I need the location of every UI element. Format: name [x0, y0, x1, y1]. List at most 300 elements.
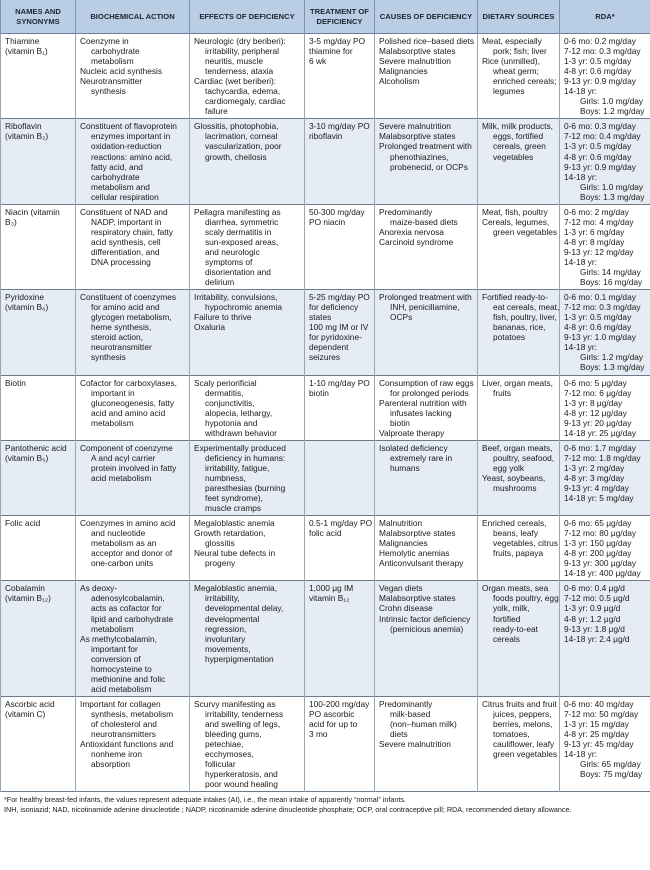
cell-line: Crohn disease	[379, 603, 433, 614]
cell-line: 14-18 yr:	[564, 749, 597, 760]
cell-line: 4-8 yr: 0.6 mg/day	[564, 322, 632, 333]
cell-causes	[375, 290, 478, 375]
cell-line: hyperpigmentation	[205, 653, 274, 664]
cell-action	[76, 119, 190, 204]
cell-treatment	[305, 516, 375, 581]
cell-line: 14-18 yr:	[564, 342, 597, 353]
cell-line: 9-13 yr: 4 mg/day	[564, 482, 629, 493]
cell-line: Consumption of raw eggs	[379, 377, 474, 388]
cell-line: Prolonged treatment with	[379, 141, 472, 152]
cell-action	[76, 34, 190, 119]
cell-line: probenecid, or OCPs	[390, 161, 468, 172]
cell-line: 9-13 yr: 300 μg/day	[564, 558, 637, 569]
cell-line: 4-8 yr: 200 μg/day	[564, 548, 632, 559]
cell-sources	[478, 696, 560, 791]
cell-line: Nucleic acid synthesis	[80, 66, 163, 77]
cell-line: Milk, milk products,	[482, 121, 553, 132]
cell-line: Thiamine	[5, 36, 40, 46]
cell-line: Cobalamin	[5, 583, 45, 594]
cell-line: bleeding gums,	[205, 729, 262, 740]
cell-line: Neural tube defects in	[194, 548, 276, 559]
cell-line: Coenzyme in	[80, 36, 129, 46]
cell-line: 4-8 yr: 0.6 mg/day	[564, 66, 632, 77]
cell-line: fortified	[493, 613, 521, 624]
cell-line: 0-6 mo: 65 μg/day	[564, 518, 632, 529]
cell-sources	[478, 516, 560, 581]
cell-causes	[375, 375, 478, 440]
cell-line: Predominantly	[379, 206, 433, 217]
cell-line: failure	[205, 106, 228, 117]
cell-line: 9-13 yr: 20 μg/day	[564, 417, 632, 428]
cell-line: ecchymoses,	[205, 749, 254, 760]
cell-line: glossitis	[205, 538, 235, 549]
cell-rda	[560, 375, 650, 440]
cell-line: Severe malnutrition	[379, 56, 451, 67]
cell-line: and neurologic	[205, 246, 260, 257]
cell-name	[1, 440, 76, 515]
cell-line: disorientation and	[205, 267, 271, 278]
cell-line: deficiency in humans:	[205, 452, 286, 463]
cell-line: metabolism	[91, 623, 134, 634]
cell-line: 14-18 yr: 400 μg/day	[564, 568, 641, 579]
cell-line: Boys: 75 mg/day	[580, 769, 643, 780]
cell-line: irritability, fatigue,	[205, 462, 270, 473]
cell-line: As deoxy-	[80, 583, 118, 594]
cell-line: 0-6 mo: 0.2 mg/day	[564, 36, 636, 46]
cell-line: 1-3 yr: 0.5 mg/day	[564, 56, 632, 67]
cell-line: Malignancies	[379, 66, 428, 77]
cell-line: 3 mo	[309, 729, 328, 740]
cell-line: 1-3 yr: 0.5 mg/day	[564, 312, 632, 323]
cell-line: 7-12 mo: 0.4 mg/day	[564, 131, 641, 142]
cell-line: Important for collagen	[80, 698, 161, 709]
cell-line: Cardiac (wet beriberi):	[194, 76, 277, 87]
cell-line: Severe malnutrition	[379, 739, 451, 750]
cell-line: Boys: 1.2 mg/day	[580, 106, 645, 117]
cell-line: Pellagra manifesting as	[194, 206, 281, 217]
cell-line: symptoms of	[205, 256, 253, 267]
cell-line: Boys: 1.3 mg/day	[580, 362, 645, 373]
cell-line: dependent	[309, 342, 349, 353]
cell-line: (vitamin B₂)	[5, 131, 49, 142]
cell-line: acts as cofactor for	[91, 603, 162, 614]
cell-line: foods poultry, egg	[493, 593, 559, 604]
cell-line: (pernicious anemia)	[390, 623, 464, 634]
cell-line: and swelling of legs,	[205, 719, 281, 729]
cell-line: Enriched cereals,	[482, 518, 547, 529]
cell-line: Coenzymes in amino acid	[80, 518, 176, 529]
cell-line: acid metabolism	[91, 683, 152, 694]
cell-line: 9-13 yr: 45 mg/day	[564, 739, 634, 750]
cell-line: conversion of	[91, 653, 141, 664]
table-row	[1, 516, 650, 581]
cell-line: for pyridoxine-	[309, 332, 362, 343]
header-causes: CAUSES OF DEFICIENCY	[375, 0, 478, 34]
cell-name	[1, 375, 76, 440]
cell-line: neuritis, muscle	[205, 56, 263, 67]
cell-line: Scurvy manifesting as	[194, 698, 276, 709]
cell-line: heme synthesis,	[91, 322, 152, 333]
cell-name	[1, 290, 76, 375]
cell-line: glycogen metabolism,	[91, 312, 172, 323]
cell-causes	[375, 440, 478, 515]
cell-line: (vitamin B₅)	[5, 452, 49, 463]
cell-line: cauliflower, leafy	[493, 739, 555, 750]
cell-line: carbohydrate	[91, 46, 140, 57]
cell-rda	[560, 516, 650, 581]
cell-line: Alcoholism	[379, 76, 420, 87]
cell-line: Malabsorptive states	[379, 528, 456, 539]
cell-treatment	[305, 204, 375, 289]
cell-line: Organ meats, sea	[482, 583, 549, 594]
cell-line: acceptor and donor of	[91, 548, 173, 559]
cell-line: important for	[91, 643, 138, 654]
cell-line: neurotransmitters	[91, 729, 156, 740]
cell-line: lacrimation, corneal	[205, 131, 278, 142]
cell-line: Folic acid	[5, 518, 41, 529]
cell-effects	[190, 34, 305, 119]
cell-line: reactions: amino acid,	[91, 151, 173, 162]
cell-line: Meat, especially	[482, 36, 542, 46]
cell-line: fatty acid, and	[91, 161, 143, 172]
cell-line: Malabsorptive states	[379, 593, 456, 604]
cell-line: Beef, organ meats,	[482, 442, 553, 453]
cell-line: gluconeogenesis, fatty	[91, 397, 175, 408]
header-treatment: TREATMENT OF DEFICIENCY	[305, 0, 375, 34]
cell-rda	[560, 119, 650, 204]
cell-line: berries, melons,	[493, 719, 553, 729]
cell-treatment	[305, 696, 375, 791]
cell-line: for prolonged periods	[390, 387, 469, 398]
cell-line: Anorexia nervosa	[379, 226, 444, 237]
cell-line: green vegetables	[493, 226, 558, 237]
cell-line: Megaloblastic anemia	[194, 518, 275, 529]
cell-line: 3-10 mg/day PO	[309, 121, 370, 132]
cell-line: Carcinoid syndrome	[379, 236, 454, 247]
cell-line: beans, leafy	[493, 528, 538, 539]
cell-causes	[375, 204, 478, 289]
cell-line: NADP, important in	[91, 216, 162, 227]
cell-effects	[190, 581, 305, 697]
table-row	[1, 440, 650, 515]
cell-sources	[478, 204, 560, 289]
cell-line: withdrawn behavior	[205, 427, 277, 438]
cell-line: biotin	[390, 417, 410, 428]
cell-line: 9-13 yr: 1.0 mg/day	[564, 332, 636, 343]
cell-line: respiratory chain, fatty	[91, 226, 174, 237]
cell-treatment	[305, 375, 375, 440]
cell-line: (non–human milk)	[390, 719, 457, 729]
cell-line: conjunctivitis,	[205, 397, 255, 408]
table-row	[1, 696, 650, 791]
cell-line: riboflavin	[309, 131, 343, 142]
cell-line: Polished rice–based diets	[379, 36, 475, 46]
cell-line: follicular	[205, 759, 236, 770]
cell-line: diarrhea, symmetric	[205, 216, 279, 227]
cell-line: B₃)	[5, 216, 17, 227]
cell-line: 1-3 yr: 2 mg/day	[564, 462, 625, 473]
cell-action	[76, 696, 190, 791]
cell-line: 0-6 mo: 40 mg/day	[564, 698, 634, 709]
cell-effects	[190, 119, 305, 204]
cell-line: egg yolk	[493, 462, 525, 473]
header-dietary-sources: DIETARY SOURCES	[478, 0, 560, 34]
cell-line: vascularization, poor	[205, 141, 282, 152]
cell-name	[1, 204, 76, 289]
cell-line: petechiae,	[205, 739, 244, 750]
cell-line: for amino acid and	[91, 302, 160, 313]
cell-line: Parenteral nutrition with	[379, 397, 467, 408]
cell-line: hypochromic anemia	[205, 302, 282, 313]
cell-effects	[190, 204, 305, 289]
footnote-abbreviations: INH, isoniazid; NAD, nicotinamide adenine dinucleotide ; NADP, nicotinamide adenine dinucleotide phosphate; OCP, oral contraceptive pill; RDA, recommended dietary allowance.	[4, 804, 572, 814]
cell-line: 14-18 yr: 5 mg/day	[564, 493, 634, 504]
cell-line: fruits	[493, 387, 512, 398]
cell-line: methionine and folic	[91, 673, 166, 684]
cell-line: infusates lacking	[390, 407, 452, 418]
cell-line: numbness,	[205, 472, 246, 483]
cell-line: movements,	[205, 643, 251, 654]
cell-line: Meat, fish, poultry	[482, 206, 548, 217]
cell-line: neurotransmitter	[91, 342, 152, 353]
cell-line: Malabsorptive states	[379, 131, 456, 142]
cell-line: 50-300 mg/day	[309, 206, 365, 217]
cell-line: 7-12 mo: 1.8 mg/day	[564, 452, 641, 463]
cell-line: states	[309, 312, 332, 323]
cell-line: 7-12 mo: 0.5 μg/d	[564, 593, 630, 604]
cell-line: Vegan diets	[379, 583, 423, 594]
cell-line: 1-3 yr: 0.5 mg/day	[564, 141, 632, 152]
cell-line: for deficiency	[309, 302, 359, 313]
table-row	[1, 581, 650, 697]
cell-line: folic acid	[309, 528, 342, 539]
cell-line: juices, peppers,	[493, 708, 552, 719]
cell-line: delirium	[205, 277, 235, 288]
cell-line: Prolonged treatment with	[379, 292, 472, 303]
cell-line: lipid and carbohydrate	[91, 613, 174, 624]
cell-line: Glossitis, photophobia,	[194, 121, 279, 132]
cell-line: paresthesias (burning	[205, 482, 286, 493]
cell-line: biotin	[309, 387, 329, 398]
cell-line: absorption	[91, 759, 130, 770]
cell-line: A and acyl carrier	[91, 452, 156, 463]
table-row	[1, 34, 650, 119]
cell-line: synthesis, metabolism	[91, 708, 174, 719]
cell-name	[1, 581, 76, 697]
cell-treatment	[305, 34, 375, 119]
cell-action	[76, 440, 190, 515]
cell-line: Growth retardation,	[194, 528, 266, 539]
cell-line: metabolism	[91, 56, 134, 67]
cell-line: (vitamin B₁₂)	[5, 593, 51, 604]
cell-line: Malnutrition	[379, 518, 423, 529]
cell-line: 4-8 yr: 12 μg/day	[564, 407, 627, 418]
cell-line: alopecia, lethargy,	[205, 407, 273, 418]
header-names: NAMES AND SYNONYMS	[1, 0, 76, 34]
cell-line: homocysteine to	[91, 663, 152, 674]
cell-line: Intrinsic factor deficiency	[379, 613, 471, 624]
cell-line: adenosylcobalamin,	[91, 593, 165, 604]
cell-line: 7-12 mo: 80 μg/day	[564, 528, 637, 539]
cell-rda	[560, 440, 650, 515]
cell-line: steroid action,	[91, 332, 143, 343]
cell-line: eat cereals, meat,	[493, 302, 560, 313]
cell-line: 4-8 yr: 1.2 μg/d	[564, 613, 621, 624]
table-row	[1, 204, 650, 289]
cell-line: tachycardia, edema,	[205, 86, 281, 97]
cell-line: dermatitis,	[205, 387, 244, 398]
cell-line: one-carbon units	[91, 558, 154, 569]
table-row	[1, 290, 650, 375]
cell-line: 3-5 mg/day PO	[309, 36, 366, 46]
cell-line: Hemolytic anemias	[379, 548, 450, 559]
cell-causes	[375, 516, 478, 581]
cell-line: 7-12 mo: 6 μg/day	[564, 387, 632, 398]
cell-line: PO niacin	[309, 216, 346, 227]
cell-line: poor wound healing	[205, 779, 278, 790]
cell-line: Constituent of NAD and	[80, 206, 168, 217]
cell-causes	[375, 34, 478, 119]
cell-line: 14-18 yr: 25 μg/day	[564, 427, 637, 438]
cell-line: pork; fish; liver	[493, 46, 547, 57]
cell-line: Girls: 65 mg/day	[580, 759, 641, 770]
cell-causes	[375, 581, 478, 697]
cell-line: 0-6 mo: 0.1 mg/day	[564, 292, 636, 303]
cell-line: Severe malnutrition	[379, 121, 451, 132]
cell-line: 4-8 yr: 3 mg/day	[564, 472, 625, 483]
cell-line: acid for up to	[309, 719, 358, 729]
cell-line: 4-8 yr: 8 mg/day	[564, 236, 625, 247]
cell-line: Constituent of flavoprotein	[80, 121, 177, 132]
cell-line: metabolism	[91, 417, 134, 428]
cell-line: Girls: 14 mg/day	[580, 267, 641, 278]
cell-line: synthesis	[91, 352, 126, 363]
cell-line: 0.5-1 mg/day PO	[309, 518, 373, 529]
cell-line: Megaloblastic anemia,	[194, 583, 278, 594]
cell-line: 14-18 yr:	[564, 171, 597, 182]
cell-line: humans	[390, 462, 420, 473]
cell-line: As methylcobalamin,	[80, 633, 157, 644]
cell-line: of cholesterol and	[91, 719, 157, 729]
cell-line: sun-exposed areas,	[205, 236, 279, 247]
cell-action	[76, 204, 190, 289]
cell-effects	[190, 375, 305, 440]
cell-effects	[190, 696, 305, 791]
cell-action	[76, 581, 190, 697]
cell-line: legumes	[493, 86, 525, 97]
cell-line: oxidation-reduction	[91, 141, 162, 152]
cell-line: 14-18 yr: 2.4 μg/d	[564, 633, 630, 644]
cell-line: 100-200 mg/day	[309, 698, 370, 709]
cell-line: 0-6 mo: 0.3 mg/day	[564, 121, 636, 132]
cell-line: potatoes	[493, 332, 526, 343]
cell-line: Liver, organ meats,	[482, 377, 553, 388]
table-header-row	[1, 0, 650, 34]
cell-line: enriched cereals;	[493, 76, 557, 87]
cell-line: 1-3 yr: 0.9 μg/d	[564, 603, 621, 614]
cell-line: involuntary	[205, 633, 246, 644]
cell-line: vegetables, citrus	[493, 538, 558, 549]
cell-line: thiamine for	[309, 46, 353, 57]
cell-line: OCPs	[390, 312, 413, 323]
cell-line: PO ascorbic	[309, 708, 355, 719]
cell-sources	[478, 34, 560, 119]
cell-line: cereals, green	[493, 141, 546, 152]
cell-rda	[560, 696, 650, 791]
cell-name	[1, 516, 76, 581]
cell-line: Antioxidant functions and	[80, 739, 174, 750]
cell-line: 1-3 yr: 150 μg/day	[564, 538, 632, 549]
cell-line: Scaly periorificial	[194, 377, 257, 388]
cell-line: important in	[91, 387, 135, 398]
cell-sources	[478, 581, 560, 697]
cell-line: seizures	[309, 352, 341, 363]
cell-name	[1, 696, 76, 791]
cell-treatment	[305, 581, 375, 697]
cell-line: 9-13 yr: 0.9 mg/day	[564, 76, 636, 87]
cell-effects	[190, 440, 305, 515]
cell-line: green vegetables	[493, 749, 558, 760]
cell-line: irritability,	[205, 593, 240, 604]
cell-rda	[560, 204, 650, 289]
cell-line: Rice (unmilled),	[482, 56, 540, 67]
cell-line: extremely rare in	[390, 452, 453, 463]
cell-name	[1, 119, 76, 204]
cell-line: Girls: 1.0 mg/day	[580, 96, 644, 107]
cell-line: nonheme iron	[91, 749, 143, 760]
cell-line: hyperkeratosis, and	[205, 769, 278, 780]
cell-line: eggs, fortified	[493, 131, 544, 142]
cell-line: Experimentally produced	[194, 442, 286, 453]
footnote-adequate-intake: *For healthy breast-fed infants, the values represent adequate intakes (AI), i.e., the mean intake of apparently “normal” infants.	[4, 795, 406, 805]
cell-line: 0-6 mo: 5 μg/day	[564, 377, 627, 388]
cell-line: (vitamin B₁)	[5, 46, 48, 57]
cell-line: Malabsorptive states	[379, 46, 456, 57]
cell-line: differentiation, and	[91, 246, 160, 257]
cell-line: metabolism as an	[91, 538, 157, 549]
cell-line: Cereals, legumes,	[482, 216, 550, 227]
cell-line: Component of coenzyme	[80, 442, 173, 453]
cell-line: bananas, rice,	[493, 322, 546, 333]
cell-line: (vitamin C)	[5, 708, 46, 719]
cell-line: 1,000 μg IM	[309, 583, 354, 594]
cell-line: wheat germ;	[493, 66, 539, 77]
cell-line: maize-based diets	[390, 216, 458, 227]
cell-line: yolk, milk,	[493, 603, 530, 614]
cell-line: Ascorbic acid	[5, 698, 55, 709]
cell-line: Irritability, convulsions,	[194, 292, 278, 303]
cell-line: Pantothenic acid	[5, 442, 67, 453]
cell-line: enzymes important in	[91, 131, 171, 142]
cell-line: irritability, peripheral	[205, 46, 280, 57]
cell-line: poultry, seafood,	[493, 452, 555, 463]
cell-rda	[560, 581, 650, 697]
cell-line: 1-10 mg/day PO	[309, 377, 370, 388]
cell-treatment	[305, 119, 375, 204]
cell-line: Girls: 1.0 mg/day	[580, 181, 644, 192]
cell-line: muscle cramps	[205, 503, 262, 514]
cell-line: cellular respiration	[91, 191, 159, 202]
cell-line: hypotonia and	[205, 417, 258, 428]
cell-line: cardiomegaly, cardiac	[205, 96, 286, 107]
cell-line: Fortified ready-to-	[482, 292, 548, 303]
cell-line: 100 mg IM or IV	[309, 322, 369, 333]
cell-line: vegetables	[493, 151, 534, 162]
cell-line: irritability, tenderness	[205, 708, 284, 719]
header-biochemical-action: BIOCHEMICAL ACTION	[76, 0, 190, 34]
cell-action	[76, 516, 190, 581]
cell-line: acid and amino acid	[91, 407, 166, 418]
